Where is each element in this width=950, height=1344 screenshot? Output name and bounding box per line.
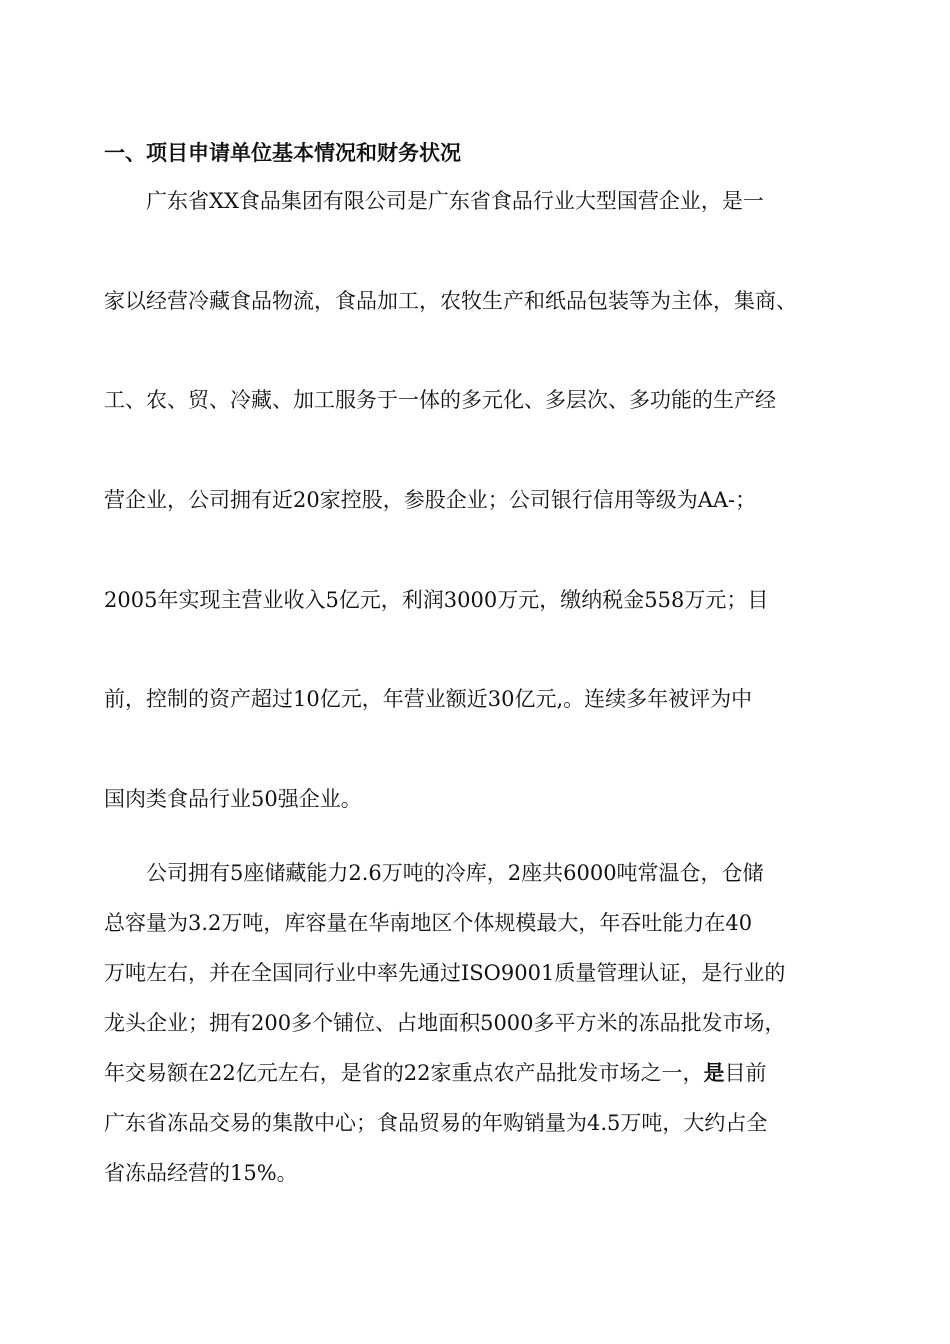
paragraph-line: 2005年实现主营业收入5亿元，利润3000万元，缴纳税金558万元；目 [104,588,769,612]
paragraph-line: 国肉类食品行业50强企业。 [104,787,362,811]
paragraph-line: 万吨左右，并在全国同行业中率先通过ISO9001质量管理认证，是行业的 [104,961,786,985]
paragraph-line [104,1060,839,1086]
paragraph-line: 前，控制的资产超过10亿元，年营业额近30亿元,。连续多年被评为中 [104,687,753,711]
paragraph-line: 广东省冻品交易的集散中心；食品贸易的年购销量为4.5万吨，大约占全 [104,1111,768,1135]
paragraph-line: 总容量为3.2万吨，库容量在华南地区个体规模最大，年吞吐能力在40 [104,911,753,935]
paragraph-line: 工、农、贸、冷藏、加工服务于一体的多元化、多层次、多功能的生产经 [104,388,776,412]
paragraph-line: 广东省XX食品集团有限公司是广东省食品行业大型国营企业，是一 [146,189,764,213]
section-heading: 一、项目申请单位基本情况和财务状况 [104,141,461,165]
line-text: 目前 [724,1061,767,1085]
bold-text: 是 [703,1060,725,1085]
paragraph-line: 家以经营冷藏食品物流，食品加工，农牧生产和纸品包装等为主体，集商、 [104,289,797,313]
paragraph-line: 龙头企业；拥有200多个铺位、占地面积5000多平方米的冻品批发市场， [104,1011,786,1035]
paragraph-line: 营企业，公司拥有近20家控股，参股企业；公司银行信用等级为AA-； [104,488,757,512]
paragraph-line: 公司拥有5座储藏能力2.6万吨的冷库，2座共6000吨常温仓，仓储 [146,861,764,885]
line-text: 年交易额在22亿元左右，是省的22家重点农产品批发市场之一， [104,1061,704,1085]
paragraph-line: 省冻品经营的15%。 [104,1161,298,1185]
